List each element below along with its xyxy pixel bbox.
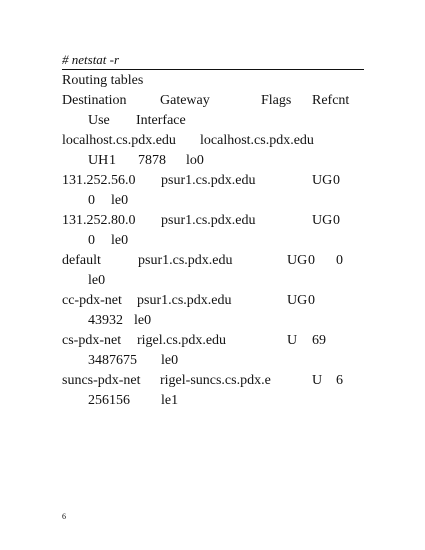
route-interface: lo0 bbox=[186, 153, 204, 168]
route-flags: U bbox=[312, 373, 323, 388]
route-flags: UG bbox=[312, 213, 333, 228]
route-flags: UG bbox=[287, 293, 308, 308]
route-use: 43932 bbox=[88, 313, 123, 328]
route-destination: default bbox=[62, 253, 101, 268]
header-flags: Flags bbox=[261, 93, 292, 108]
route-row-line-1 bbox=[62, 291, 372, 311]
route-destination: cs-pdx-net bbox=[62, 333, 122, 348]
route-row-line-2 bbox=[62, 151, 372, 171]
route-interface: le0 bbox=[111, 233, 129, 248]
route-destination: cc-pdx-net bbox=[62, 293, 122, 308]
route-interface: le0 bbox=[111, 193, 129, 208]
route-interface: le0 bbox=[134, 313, 152, 328]
route-row-line-1 bbox=[62, 211, 372, 231]
header-interface: Interface bbox=[136, 113, 186, 128]
route-use: 7878 bbox=[138, 153, 166, 168]
route-flags: UH bbox=[88, 153, 109, 168]
route-gateway: psur1.cs.pdx.edu bbox=[161, 213, 256, 228]
route-use: 256156 bbox=[88, 393, 130, 408]
route-interface: le0 bbox=[161, 353, 179, 368]
route-gateway: psur1.cs.pdx.edu bbox=[161, 173, 256, 188]
title-line bbox=[62, 71, 372, 91]
route-gateway: rigel-suncs.cs.pdx.e bbox=[160, 373, 271, 388]
route-destination: 131.252.56.0 bbox=[62, 173, 136, 188]
route-row-line-2 bbox=[62, 351, 372, 371]
route-refcnt: 1 bbox=[109, 153, 116, 168]
route-use: 0 bbox=[336, 253, 343, 268]
route-interface: le1 bbox=[161, 393, 179, 408]
route-interface: le0 bbox=[88, 273, 106, 288]
route-destination: suncs-pdx-net bbox=[62, 373, 141, 388]
route-refcnt: 0 bbox=[333, 173, 340, 188]
route-row-line-2 bbox=[62, 311, 372, 331]
route-refcnt: 0 bbox=[308, 293, 315, 308]
route-row-line-1 bbox=[62, 331, 372, 351]
route-row-line-1 bbox=[62, 131, 372, 151]
header-destination: Destination bbox=[62, 93, 127, 108]
route-row-line-1 bbox=[62, 251, 372, 271]
routing-tables-title: Routing tables bbox=[62, 73, 144, 88]
route-refcnt: 6 bbox=[336, 373, 343, 388]
route-gateway: psur1.cs.pdx.edu bbox=[138, 253, 233, 268]
route-gateway: localhost.cs.pdx.edu bbox=[200, 133, 314, 148]
column-header-line-2 bbox=[62, 111, 372, 131]
header-gateway: Gateway bbox=[160, 93, 210, 108]
route-use: 0 bbox=[88, 193, 95, 208]
routing-table-output bbox=[62, 71, 372, 411]
route-destination: 131.252.80.0 bbox=[62, 213, 136, 228]
route-destination: localhost.cs.pdx.edu bbox=[62, 133, 176, 148]
route-row-line-1 bbox=[62, 171, 372, 191]
route-row-line-2 bbox=[62, 271, 372, 291]
route-row-line-2 bbox=[62, 191, 372, 211]
route-flags: UG bbox=[287, 253, 308, 268]
route-row-line-1 bbox=[62, 371, 372, 391]
header-refcnt: Refcnt bbox=[312, 93, 350, 108]
route-refcnt: 0 bbox=[333, 213, 340, 228]
route-flags: U bbox=[287, 333, 298, 348]
route-use: 0 bbox=[88, 233, 95, 248]
route-refcnt: 69 bbox=[312, 333, 326, 348]
route-row-line-2 bbox=[62, 391, 372, 411]
route-use: 3487675 bbox=[88, 353, 137, 368]
route-gateway: rigel.cs.pdx.edu bbox=[137, 333, 227, 348]
command-prompt: # netstat -r bbox=[62, 52, 120, 67]
route-gateway: psur1.cs.pdx.edu bbox=[137, 293, 232, 308]
route-row-line-2 bbox=[62, 231, 372, 251]
header-use: Use bbox=[88, 113, 110, 128]
header-rule bbox=[62, 69, 364, 70]
route-refcnt: 0 bbox=[308, 253, 315, 268]
column-header-line-1 bbox=[62, 91, 372, 111]
page-footer-mark: 6 bbox=[62, 512, 66, 521]
route-flags: UG bbox=[312, 173, 333, 188]
